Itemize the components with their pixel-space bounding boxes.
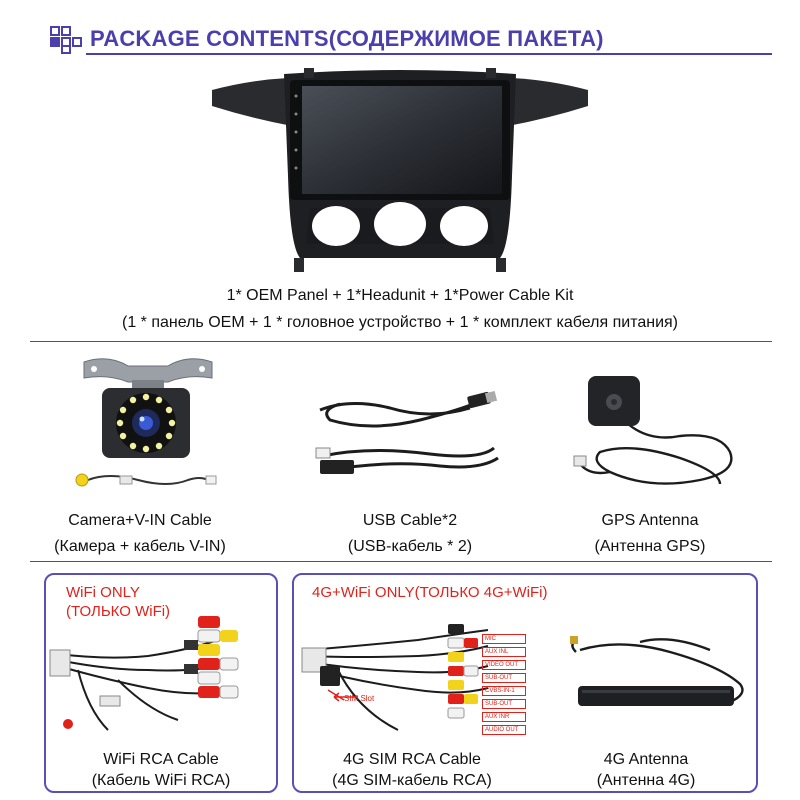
4g-sim-caption-line1: 4G SIM RCA Cable [343, 751, 481, 768]
divider-bottom [30, 561, 772, 562]
4g-antenna-caption-line1: 4G Antenna [603, 751, 689, 768]
connector-tags [482, 634, 526, 735]
header-underline [86, 53, 772, 55]
headunit-image [210, 66, 590, 278]
camera-image [68, 352, 228, 500]
tag-mic: MIC [482, 634, 526, 644]
tag-aux-inl: AUX INL [482, 647, 526, 657]
tag-video-out: VIDEO OUT [482, 660, 526, 670]
main-caption-line1: 1* OEM Panel + 1*Headunit + 1*Power Cable Kit [226, 287, 574, 304]
tag-sub-out-2: SUB-OUT [482, 699, 526, 709]
wifi-rca-cable-image [48, 600, 248, 740]
divider-top [30, 341, 772, 342]
4g-sim-caption-line2: (4G SIM-кабель RCA) [332, 772, 492, 789]
tag-audio-out: AUDIO OUT [482, 725, 526, 735]
gps-caption-line2: (Антенна GPS) [594, 538, 706, 555]
camera-caption-line1: Camera+V-IN Cable [68, 512, 212, 529]
wifi-rca-caption-line1: WiFi RCA Cable [103, 751, 219, 768]
tag-sub-out-1: SUB-OUT [482, 673, 526, 683]
usb-cable-image [310, 380, 510, 490]
wifi-rca-caption-line2: (Кабель WiFi RCA) [91, 772, 231, 789]
camera-caption-line2: (Камера + кабель V-IN) [54, 538, 226, 555]
page-title: PACKAGE CONTENTS(СОДЕРЖИМОЕ ПАКЕТА) [90, 26, 604, 51]
tag-aux-inr: AUX INR [482, 712, 526, 722]
wifi-only-label: WiFi ONLY [66, 584, 140, 601]
4g-antenna-caption-line2: (Антенна 4G) [596, 772, 696, 789]
4g-antenna-image [560, 628, 750, 738]
usb-caption-line2: (USB-кабель * 2) [347, 538, 473, 555]
usb-caption-line1: USB Cable*2 [362, 512, 458, 529]
tag-cvbs-in: CVBS-IN-1 [482, 686, 526, 696]
wifi-only-label-ru: (ТОЛЬКО WiFi) [66, 603, 171, 620]
gps-antenna-image [570, 372, 740, 502]
main-caption-line2: (1 * панель OEM + 1 * головное устройство + 1 * комплект кабеля питания) [121, 314, 678, 331]
gps-caption-line1: GPS Antenna [601, 512, 699, 529]
header-grid-icon [50, 26, 82, 54]
sim-slot-label: SIM Slot [344, 694, 375, 703]
4g-wifi-only-label: 4G+WiFi ONLY(ТОЛЬКО 4G+WiFi) [312, 584, 548, 601]
